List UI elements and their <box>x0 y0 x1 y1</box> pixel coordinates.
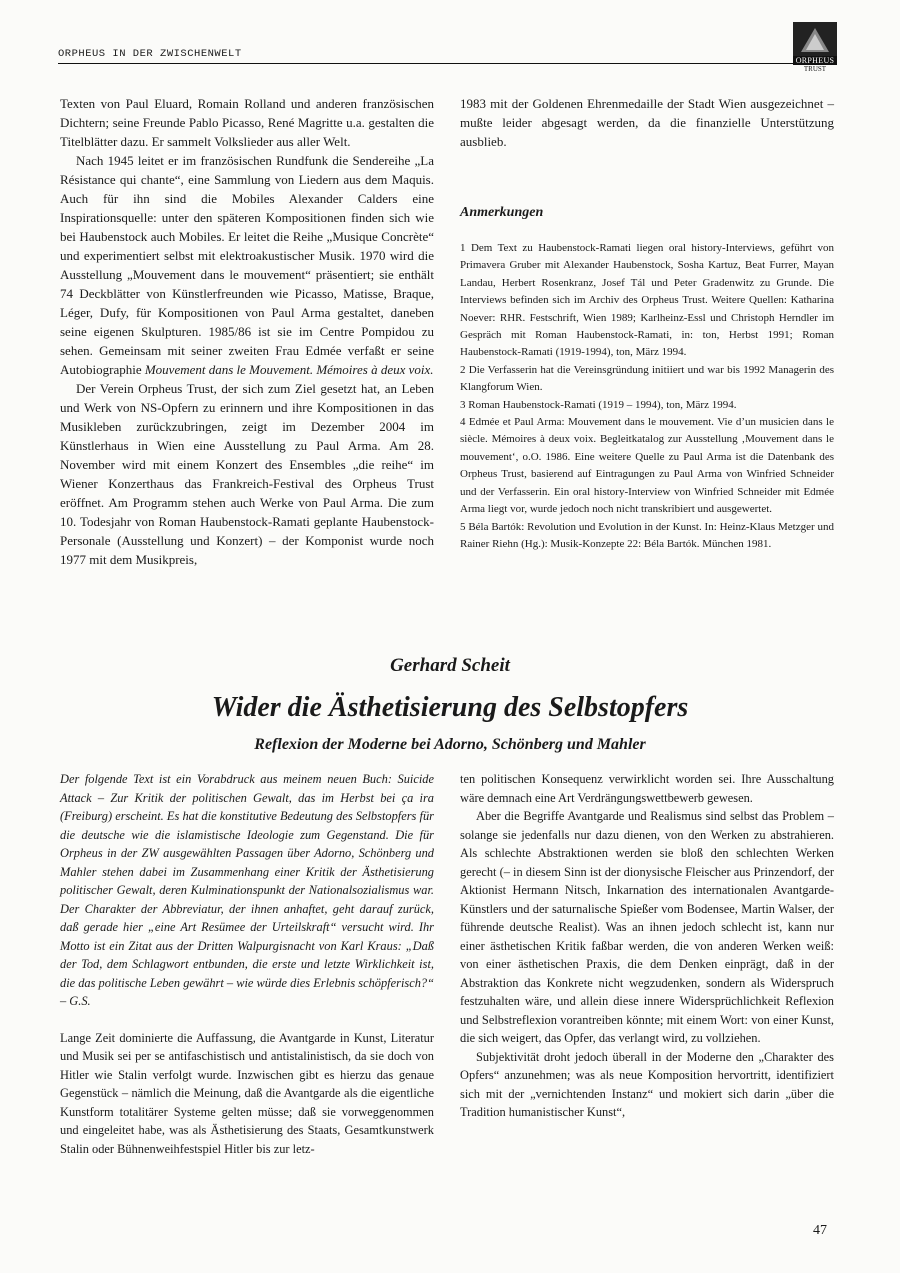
footnote: 2 Die Verfasserin hat die Vereinsgründung initiiert und war bis 1992 Managerin des Klangforum Wien. <box>460 363 834 394</box>
header-rule <box>58 63 813 64</box>
footnotes <box>460 240 834 553</box>
footnote: 1 Dem Text zu Haubenstock-Ramati liegen oral history-Interviews, geführt von Primavera Gruber mit Alexander Haubenstock, Sosha Kartuz, Beat Furrer, Mayan Landau, Herbert Rosenkranz, Josef Tál und Peter Gradenwitz zu Grunde. Die Interviews befinden sich im Archiv des Orpheus Trust. Weitere Quellen: Katharina Noever: RHR. Festschrift, Wien 1989; Karlheinz-Essl und Christoph Herndler im Gespräch mit Roman Haubenstock-Ramati, in: ton, Herbst 1991; Roman Haubenstock-Ramati (1919-1994), ton, März 1994. <box>460 242 834 359</box>
article-intro: Der folgende Text ist ein Vorabdruck aus meinem neuen Buch: Suicide Attack – Zur Kritik der politischen Gewalt, das im Herbst bei ça ira (Freiburg) erscheint. Es hat die konstitutive Bedeutung des Selbstopfers für die deutsche wie die islamistische Ideologie zum Gegenstand. Die für Orpheus in der ZW ausgewählten Passagen über Adorno, Schönberg und Mahler stehen dabei im Zusammenhang einer Kritik der Ästhetisierung politischer Gewalt, deren Kulminationspunkt der Nationalsozialismus war. Der Charakter der Abbreviatur, der ihnen anhaftet, geht darauf zurück, daß gerade hier „eine Art Resümee der Urteilskraft“ versucht wird. Ihr Motto ist ein Zitat aus der Dritten Walpurgisnacht von Karl Kraus: „Daß der Tod, dem Schlagwort entbunden, die erste und letzte Wirklichkeit ist, die das politische Leben gewährt – wie würde dies Erlebnis schöpferisch?“ – G.S. <box>60 772 434 1008</box>
article-subtitle: Reflexion der Moderne bei Adorno, Schönberg und Mahler <box>254 736 646 753</box>
logo-subtext: TRUST <box>803 65 827 73</box>
paragraph: ten politischen Konsequenz verwirklicht worden sei. Ihre Ausschaltung wäre demnach eine Art Verdrängungswettbewerb gewesen. <box>460 772 834 805</box>
right-column-bottom <box>460 770 834 1122</box>
notes-heading: Anmerkungen <box>460 205 544 220</box>
left-column-top <box>60 94 434 569</box>
right-column-top <box>460 94 834 151</box>
paragraph: Texten von Paul Eluard, Romain Rolland und anderen französischen Dichtern; seine Freunde Pablo Picasso, René Magritte u.a. gestalten die Titelblätter dazu. Er sammelt Volkslieder aus aller Welt. <box>60 96 434 149</box>
footnote: 3 Roman Haubenstock-Ramati (1919 – 1994), ton, März 1994. <box>460 398 737 411</box>
logo-text: ORPHEUS <box>793 56 837 65</box>
article-title: Wider die Ästhetisierung des Selbstopfers <box>211 692 689 723</box>
paragraph: Lange Zeit dominierte die Auffassung, die Avantgarde in Kunst, Literatur und Musik sei per se antifaschistisch und antistalinistisch, da sie doch von Hitler wie Stalin verfolgt wurde. Inzwischen gibt es hierzu das genaue Gegenstück – nämlich die Meinung, daß die Avantgarde als die eigentliche Kunstform totalitärer Systeme gelten müsse; daß sie vorweggenommen und eingeleitet habe, was als Ästhetisierung des Staats, Gesamtkunstwerk Stalin oder Bühnenweihfestspiel Hitler bis zur letz- <box>60 1030 434 1156</box>
left-column-bottom <box>60 770 434 1158</box>
paragraph: Aber die Begriffe Avantgarde und Realismus sind selbst das Problem – solange sie jedenfalls nur dazu dienen, von den Werken zu abstrahieren. Als schlechte Abstraktionen werden sie bloß den schlechten Werken gerecht (– in diesem Sinn ist der dionysische Fleischer aus Prinzendorf, der Aktionist Hermann Nitsch, Inkarnation des internationalen Avantgarde-Künstlers und der saturnalische Spießer vom Bodensee, Martin Walser, der führende deutsche Realist). Was an ihnen jedoch schlecht ist, kann nur einer ästhetischen Kritik faßbar werden, die von anderen Werken weiß: von einer ästhetischen Praxis, die dem Denken einprägt, daß in der Abstraktion das Konkrete nicht wegzudenken, sondern als Widerspruch festzuhalten wäre, und allein diese innere Widersprüchlichkeit Reflexion und Selbstreflexion vorantreiben könnte; mit einem Wort: von einer Kunst, die sich weigert, das Opfer, das verlangt wird, zu vollziehen. <box>460 809 834 1045</box>
running-header: ORPHEUS IN DER ZWISCHENWELT <box>58 48 242 60</box>
article-author: Gerhard Scheit <box>390 655 510 676</box>
paragraph: Der Verein Orpheus Trust, der sich zum Ziel gesetzt hat, an Leben und Werk von NS-Opfern zu erinnern und ihre Kompositionen in das Musikleben zurückzubringen, zeigt im Dezember 2004 im Künstlerhaus in Wien eine Ausstellung zu Paul Arma. Am 28. November wird mit einem Konzert des Ensembles „die reihe“ im Wiener Konzerthaus das Frankreich-Festival des Orpheus Trust eröffnet. Am Programm stehen auch Werke von Paul Arma. Die zum 10. Todesjahr von Roman Haubenstock-Ramati geplante Haubenstock-Personale (Ausstellung und Konzert) – der Komponist wurde noch 1977 mit dem Musikpreis, <box>60 381 434 567</box>
footnote: 4 Edmée et Paul Arma: Mouvement dans le mouvement. Vie d’un musicien dans le siècle. Mémoires à deux voix. Begleitkatalog zur Ausstellung ‚Mouvement dans le mouvement‘, o.O. 1986. Eine weitere Quelle zu Paul Arma ist die Datenbank des Orpheus Trust, basierend auf Eintragungen zu Paul Arma von Winfried Schneider und der Verfasserin. Ein oral history-Interview von Winfried Schneider mit Edmée Arma liegt vor, wurde jedoch noch nicht transkribiert und ausgewertet. <box>460 416 834 516</box>
paragraph: 1983 mit der Goldenen Ehrenmedaille der Stadt Wien ausgezeichnet – mußte leider abgesagt werden, da die finanzielle Unterstützung ausblieb. <box>460 96 834 149</box>
paragraph: Nach 1945 leitet er im französischen Rundfunk die Sendereihe „La Résistance qui chante“, eine Sammlung von Liedern aus dem Maquis. Auch für ihn sind die Mobiles Alexander Calders eine Inspirationsquelle: unter den späteren Kompositionen finden sich wie bei Haubenstock auch Mobiles. Er leitet die Reihe „Musique Concrète“ und experimentiert selbst mit elektroakustischer Musik. 1970 wird die Ausstellung „Mouvement dans le mouvement“ präsentiert; sie enthält 74 Deckblätter von Künstlerfreunden wie Picasso, Matisse, Braque, Léger, Dufy, für Kompositionen von Paul Arma gestaltet, daneben seine eigenen Skulpturen. 1985/86 ist sie im Centre Pompidou zu sehen. Gemeinsam mit seiner zweiten Frau Edmée verfaßt er seine Autobiographie Mouvement dans le Mouvement. Mémoires à deux voix. <box>60 153 434 377</box>
page-number: 47 <box>813 1223 827 1238</box>
paragraph: Subjektivität droht jedoch überall in der Moderne den „Charakter des Opfers“ anzunehmen; was als neue Komposition hervortritt, identifiziert sich mit der „vernichtenden Instanz“ und mokiert sich darin „über die Tradition humanistischer Kunst“, <box>460 1049 834 1119</box>
footnote: 5 Béla Bartók: Revolution und Evolution in der Kunst. In: Heinz-Klaus Metzger und Rainer Riehn (Hg.): Musik-Konzepte 22: Béla Bartók. München 1981. <box>460 520 834 550</box>
